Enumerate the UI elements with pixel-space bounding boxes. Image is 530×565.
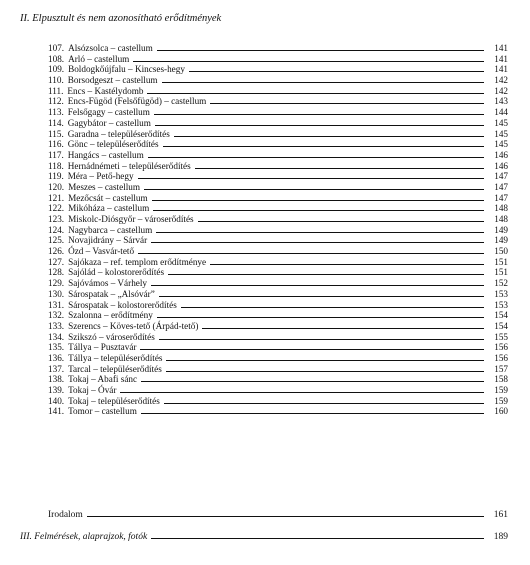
toc-leader xyxy=(153,210,484,211)
entry-number: 133. xyxy=(48,320,65,331)
toc-entry[interactable] xyxy=(48,310,508,321)
entry-page-number: 157 xyxy=(494,363,508,374)
toc-entry[interactable] xyxy=(48,54,508,65)
entry-page-number: 154 xyxy=(494,320,508,331)
entry-number: 126. xyxy=(48,246,65,257)
toc-entry[interactable] xyxy=(48,182,508,193)
entry-number: 114. xyxy=(48,117,64,128)
entry-title: Felsőgagy – castellum xyxy=(67,107,150,118)
entry-number: 128. xyxy=(48,267,65,278)
toc-entry[interactable] xyxy=(48,321,508,332)
entry-number: 113. xyxy=(48,107,64,118)
toc-leader xyxy=(189,71,484,72)
entry-number: 136. xyxy=(48,352,65,363)
entry-page-number: 146 xyxy=(494,160,508,171)
entry-page-number: 156 xyxy=(494,352,508,363)
entry-title: Tokaj – Abafi sánc xyxy=(68,374,138,385)
entry-number: 115. xyxy=(48,128,64,139)
entry-number: 116. xyxy=(48,139,64,150)
entry-number: 127. xyxy=(48,256,65,267)
entry-page-number: 154 xyxy=(494,310,508,321)
entry-title: Gagybátor – castellum xyxy=(67,117,151,128)
entry-page-number: 148 xyxy=(494,203,508,214)
entry-page-number: 150 xyxy=(494,246,508,257)
toc-entry[interactable] xyxy=(48,235,508,246)
entry-title: Tokaj – Óvár xyxy=(68,385,117,395)
toc-leader xyxy=(152,200,484,201)
toc-leader xyxy=(148,157,484,158)
entry-title: Mezőcsát – castellum xyxy=(68,192,148,203)
entry-page-number: 145 xyxy=(494,128,508,139)
entry-page-number: 145 xyxy=(494,139,508,150)
entry-title: Gönc – településerődítés xyxy=(67,139,159,150)
toc-entry[interactable] xyxy=(48,385,508,396)
entry-title: Sárospatak – „Alsóvár” xyxy=(68,288,155,299)
entry-title: Novajidrány – Sárvár xyxy=(68,235,148,246)
entry-title: Méra – Pető-hegy xyxy=(67,171,134,182)
toc-entry[interactable] xyxy=(48,374,508,385)
toc-row-literature[interactable] xyxy=(48,510,508,520)
toc-leader xyxy=(162,82,484,83)
entry-title: Meszes – castellum xyxy=(68,181,141,192)
entry-page-number: 141 xyxy=(494,43,508,53)
toc-leader xyxy=(144,189,484,190)
entry-number: 137. xyxy=(48,363,65,374)
toc-leader xyxy=(155,125,484,126)
section-heading: II. Elpusztult és nem azonosítható erődítmények xyxy=(20,13,222,24)
entry-title: Borsodgeszt – castellum xyxy=(67,75,158,86)
entry-page-number: 142 xyxy=(494,75,508,86)
entry-number: 130. xyxy=(48,288,65,299)
toc-leader xyxy=(210,103,484,104)
toc-leader xyxy=(151,242,484,243)
entry-number: 108. xyxy=(48,53,65,64)
section-3-title: III. Felmérések, alaprajzok, fotók xyxy=(20,532,148,542)
entry-number: 111. xyxy=(48,85,64,96)
entry-page-number: 143 xyxy=(494,96,508,107)
entry-title: Tállya – településerődítés xyxy=(68,352,163,363)
entry-number: 134. xyxy=(48,331,65,342)
entry-number: 121. xyxy=(48,192,65,203)
entry-title: Boldogkőújfalu – Kincses-hegy xyxy=(68,64,185,75)
entry-number: 139. xyxy=(48,385,65,395)
toc-leader xyxy=(154,114,484,115)
entry-page-number: 147 xyxy=(494,171,508,182)
toc-leader xyxy=(202,328,484,329)
entry-page-number: 155 xyxy=(494,331,508,342)
entry-page-number: 149 xyxy=(494,224,508,235)
toc-leader xyxy=(147,93,484,94)
toc-leader xyxy=(168,274,484,275)
toc-entry[interactable] xyxy=(48,353,508,364)
toc-leader xyxy=(198,221,484,222)
toc-leader xyxy=(166,371,484,372)
toc-leader xyxy=(87,516,484,517)
entry-title: Tállya – Pusztavár xyxy=(68,342,137,353)
toc-entry[interactable] xyxy=(48,396,508,407)
toc-entry[interactable] xyxy=(48,300,508,311)
literature-title: Irodalom xyxy=(48,510,83,520)
toc-leader xyxy=(120,392,484,393)
entry-page-number: 147 xyxy=(494,192,508,203)
entry-title: Sajólád – kolostorerődítés xyxy=(68,267,165,278)
toc-leader xyxy=(156,232,484,233)
entry-page-number: 146 xyxy=(494,149,508,160)
entry-page-number: 141 xyxy=(494,53,508,64)
toc-entry[interactable] xyxy=(48,406,508,417)
entry-number: 120. xyxy=(48,181,65,192)
toc-entry[interactable] xyxy=(48,193,508,204)
toc-leader xyxy=(159,296,484,297)
entry-number: 107. xyxy=(48,43,65,53)
toc-entry[interactable] xyxy=(48,364,508,375)
entry-title: Tokaj – településerődítés xyxy=(68,395,160,406)
entry-title: Szerencs – Köves-tető (Árpád-tető) xyxy=(68,320,199,331)
toc-leader xyxy=(163,146,484,147)
entry-title: Alsózsolca – castellum xyxy=(68,43,153,53)
entry-number: 125. xyxy=(48,235,65,246)
toc-list xyxy=(48,43,508,417)
entry-title: Garadna – településerődítés xyxy=(67,128,170,139)
toc-entry[interactable] xyxy=(48,257,508,268)
entry-title: Mikóháza – castellum xyxy=(68,203,150,214)
entry-title: Tarcal – településerődítés xyxy=(68,363,162,374)
toc-entry[interactable] xyxy=(48,129,508,140)
entry-page-number: 153 xyxy=(494,299,508,310)
section-3-page: 189 xyxy=(493,532,508,542)
entry-title: Ózd – Vasvár-tető xyxy=(68,246,135,257)
entry-number: 138. xyxy=(48,374,65,385)
toc-entry[interactable] xyxy=(48,171,508,182)
entry-number: 122. xyxy=(48,203,65,214)
entry-title: Sárospatak – kolostorerődítés xyxy=(68,299,177,310)
toc-leader xyxy=(140,349,484,350)
entry-page-number: 151 xyxy=(494,267,508,278)
toc-leader xyxy=(157,317,484,318)
entry-number: 123. xyxy=(48,214,65,224)
toc-leader xyxy=(133,61,484,62)
entry-page-number: 153 xyxy=(494,288,508,299)
toc-entry[interactable] xyxy=(48,278,508,289)
entry-page-number: 158 xyxy=(494,374,508,385)
entry-number: 112. xyxy=(48,96,64,107)
entry-number: 135. xyxy=(48,342,65,353)
toc-entry[interactable] xyxy=(48,267,508,278)
toc-leader xyxy=(181,307,484,308)
toc-leader xyxy=(141,413,484,414)
toc-entry[interactable] xyxy=(48,161,508,172)
toc-entry[interactable] xyxy=(48,107,508,118)
toc-leader xyxy=(166,360,484,361)
toc-leader xyxy=(138,178,484,179)
toc-entry[interactable] xyxy=(48,342,508,353)
entry-page-number: 149 xyxy=(494,235,508,246)
entry-title: Nagybarca – castellum xyxy=(68,224,153,235)
toc-entry[interactable] xyxy=(48,289,508,300)
entry-number: 129. xyxy=(48,278,65,289)
entry-page-number: 142 xyxy=(494,85,508,96)
toc-leader xyxy=(174,136,484,137)
literature-page: 161 xyxy=(493,510,508,520)
entry-number: 124. xyxy=(48,224,65,235)
entry-number: 119. xyxy=(48,171,64,182)
entry-title: Hangács – castellum xyxy=(67,149,144,160)
entry-number: 131. xyxy=(48,299,65,310)
entry-page-number: 151 xyxy=(494,256,508,267)
toc-entry[interactable] xyxy=(48,96,508,107)
entry-title: Encs-Fügöd (Felsőfügöd) – castellum xyxy=(67,96,207,107)
entry-page-number: 160 xyxy=(494,406,508,417)
entry-title: Arló – castellum xyxy=(68,53,130,64)
entry-number: 117. xyxy=(48,149,64,160)
toc-leader xyxy=(157,50,484,51)
entry-title: Szalonna – erődítmény xyxy=(68,310,153,321)
toc-entry[interactable] xyxy=(48,139,508,150)
toc-leader xyxy=(151,538,484,539)
entry-number: 110. xyxy=(48,75,64,86)
entry-number: 118. xyxy=(48,160,64,171)
toc-entry[interactable] xyxy=(48,214,508,225)
entry-page-number: 156 xyxy=(494,342,508,353)
toc-entry[interactable] xyxy=(48,43,508,54)
toc-entry[interactable] xyxy=(48,75,508,86)
toc-entry[interactable] xyxy=(48,118,508,129)
toc-leader xyxy=(138,253,484,254)
toc-leader xyxy=(141,381,484,382)
entry-title: Sajókaza – ref. templom erődítménye xyxy=(68,256,207,267)
entry-page-number: 148 xyxy=(494,214,508,224)
toc-entry[interactable] xyxy=(48,225,508,236)
entry-number: 109. xyxy=(48,64,65,75)
toc-entry[interactable] xyxy=(48,86,508,97)
entry-page-number: 159 xyxy=(494,385,508,395)
toc-row-section-3[interactable] xyxy=(20,532,508,542)
entry-title: Encs – Kastélydomb xyxy=(67,85,144,96)
entry-title: Miskolc-Diósgyőr – városerődítés xyxy=(68,214,194,224)
entry-title: Sajóvámos – Várhely xyxy=(68,278,148,289)
entry-page-number: 152 xyxy=(494,278,508,289)
entry-number: 132. xyxy=(48,310,65,321)
entry-number: 141. xyxy=(48,406,65,417)
entry-page-number: 159 xyxy=(494,395,508,406)
toc-entry[interactable] xyxy=(48,332,508,343)
entry-title: Tomor – castellum xyxy=(68,406,137,417)
entry-page-number: 144 xyxy=(494,107,508,118)
toc-leader xyxy=(151,285,484,286)
toc-entry[interactable] xyxy=(48,150,508,161)
toc-leader xyxy=(164,403,484,404)
toc-leader xyxy=(159,339,484,340)
entry-number: 140. xyxy=(48,395,65,406)
entry-title: Szikszó – városerődítés xyxy=(68,331,155,342)
toc-entry[interactable] xyxy=(48,246,508,257)
toc-entry[interactable] xyxy=(48,203,508,214)
entry-page-number: 141 xyxy=(494,64,508,75)
entry-page-number: 147 xyxy=(494,181,508,192)
entry-title: Hernádnémeti – településerődítés xyxy=(67,160,191,171)
toc-leader xyxy=(195,168,484,169)
toc-entry[interactable] xyxy=(48,64,508,75)
entry-page-number: 145 xyxy=(494,117,508,128)
toc-leader xyxy=(210,264,484,265)
